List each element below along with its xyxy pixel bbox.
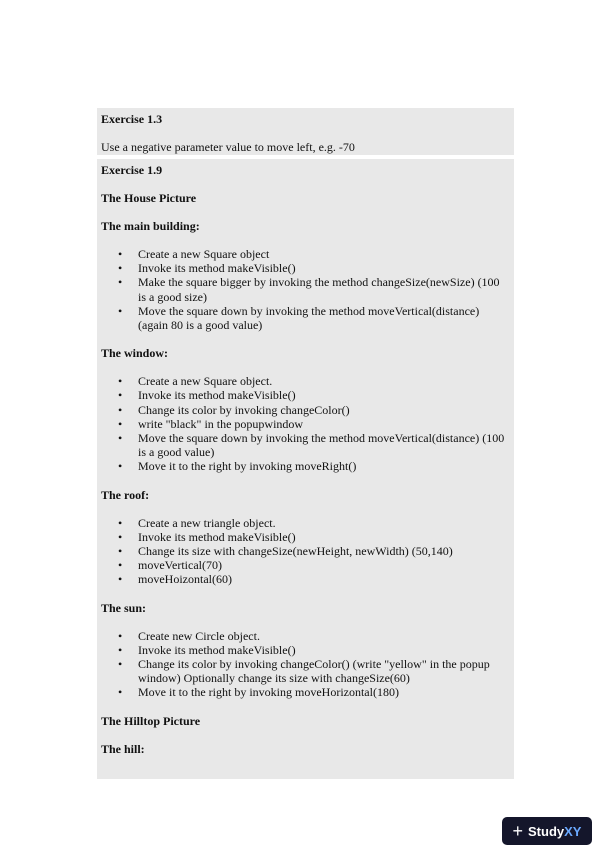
list-item: • Invoke its method makeVisible() bbox=[101, 388, 514, 402]
exercise-1-9-title: Exercise 1.9 bbox=[101, 163, 163, 177]
exercise-1-3-title: Exercise 1.3 bbox=[101, 112, 163, 126]
list-item: • Move the square down by invoking the method moveVertical(distance) (100 is a good value) bbox=[101, 431, 514, 459]
exercise-1-3-block bbox=[97, 108, 514, 155]
list-item: • Change its color by invoking changeColor() bbox=[101, 403, 514, 417]
hilltop-picture-heading: The Hilltop Picture bbox=[101, 713, 201, 728]
list-item: • Create new Circle object. bbox=[101, 629, 514, 643]
sun-list bbox=[101, 629, 514, 700]
list-item: • Create a new triangle object. bbox=[101, 516, 514, 530]
exercise-1-3-text: Use a negative parameter value to move left, e.g. -70 bbox=[101, 140, 355, 154]
list-item: • Change its color by invoking changeColor() (write "yellow" in the popup window) Optionally change its size with changeSize(60) bbox=[101, 657, 514, 685]
list-item: • moveVertical(70) bbox=[101, 558, 514, 572]
main-building-list bbox=[101, 247, 514, 332]
list-item: • Create a new Square object bbox=[101, 247, 514, 261]
list-item: • moveHoizontal(60) bbox=[101, 572, 514, 586]
main-building-heading: The main building: bbox=[101, 219, 200, 233]
roof-heading: The roof: bbox=[101, 487, 150, 502]
plus-icon: + bbox=[512, 821, 524, 841]
logo-text-prefix: Study bbox=[528, 823, 565, 839]
studyxy-logo[interactable] bbox=[502, 817, 592, 845]
list-item: • Invoke its method makeVisible() bbox=[101, 530, 514, 544]
window-heading: The window: bbox=[101, 346, 169, 361]
list-item: • Make the square bigger by invoking the method changeSize(newSize) (100 is a good size) bbox=[101, 275, 514, 303]
list-item: • Create a new Square object. bbox=[101, 374, 514, 388]
list-item: • Move the square down by invoking the method moveVertical(distance) (again 80 is a good value) bbox=[101, 304, 514, 332]
list-item: • Invoke its method makeVisible() bbox=[101, 261, 514, 275]
list-item: • Invoke its method makeVisible() bbox=[101, 643, 514, 657]
house-picture-heading: The House Picture bbox=[101, 191, 197, 205]
exercise-1-9-block bbox=[97, 159, 514, 779]
roof-list bbox=[101, 516, 514, 587]
list-item: • write "black" in the popupwindow bbox=[101, 417, 514, 431]
window-list bbox=[101, 374, 514, 473]
list-item: • Move it to the right by invoking moveRight() bbox=[101, 459, 514, 473]
sun-heading: The sun: bbox=[101, 600, 147, 615]
list-item: • Move it to the right by invoking moveHorizontal(180) bbox=[101, 685, 514, 699]
list-item: • Change its size with changeSize(newHeight, newWidth) (50,140) bbox=[101, 544, 514, 558]
hill-heading: The hill: bbox=[101, 741, 145, 756]
logo-text-suffix: XY bbox=[564, 823, 582, 839]
